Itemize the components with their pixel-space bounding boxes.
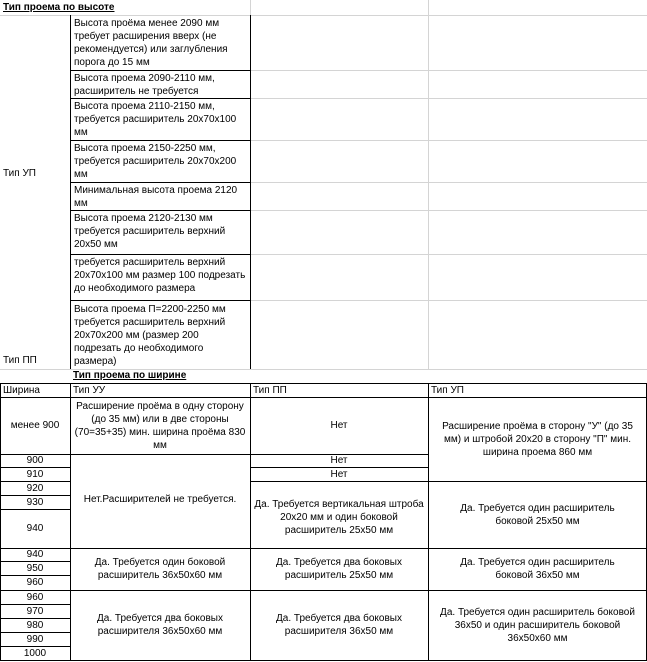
width-value: 960 <box>26 591 44 603</box>
type-pp-cell: Да. Требуется два боковых расширитель 25х50 мм <box>276 557 402 581</box>
type-pp-cell: Да. Требуется вертикальная штроба 20х20 мм и один боковой расширитель 25х50 мм <box>254 499 424 536</box>
table-border <box>250 467 428 468</box>
type-uu-cell: Нет.Расширителей не требуется. <box>83 494 237 505</box>
gridline <box>250 254 647 255</box>
type-uu-cell: Да. Требуется два боковых расширителя 36х50х60 мм <box>97 613 223 637</box>
type-pp-cell: Да. Требуется два боковых расширителя 36х50 мм <box>276 613 402 637</box>
width-value: 960 <box>26 577 44 588</box>
width-value: 910 <box>26 468 44 480</box>
width-value: 980 <box>26 619 44 631</box>
width-value: 940 <box>26 549 44 560</box>
table-border <box>0 454 428 455</box>
table-border <box>0 618 70 619</box>
gridline <box>250 140 647 141</box>
width-value: 920 <box>26 482 44 494</box>
table-border <box>0 561 70 562</box>
height-row: Высота проёма менее 2090 мм требует расширения вверх (не рекомендуется) или заглубления порога до 15 мм <box>70 15 251 71</box>
type-pp-cell: Нет <box>330 420 348 431</box>
width-value: 940 <box>26 523 44 534</box>
table-border <box>0 646 70 647</box>
table-border <box>0 481 70 482</box>
type-pp-cell: Нет <box>330 468 348 480</box>
table-border <box>0 495 70 496</box>
type-up-header: Тип УП <box>431 384 464 396</box>
table-border <box>0 509 70 510</box>
type-uu-cell: Да. Требуется один боковой расширитель 36х50х60 мм <box>94 557 226 581</box>
type-up-cell: Расширение проёма в сторону "У" (до 35 мм) и штробой 20х20 в сторону "П" мин. ширина проема 860 мм <box>442 420 633 458</box>
height-section-title: Тип проема по высоте <box>3 2 115 13</box>
height-row: Высота проема 2120-2130 мм требуется расширитель верхний 20х50 мм <box>70 210 251 255</box>
gridline <box>250 98 647 99</box>
width-value: 990 <box>26 633 44 645</box>
gridline <box>250 70 647 71</box>
table-border <box>0 660 647 661</box>
table-border <box>0 383 647 384</box>
width-header: Ширина <box>3 384 40 396</box>
table-border <box>0 590 647 591</box>
width-value: 930 <box>26 496 44 508</box>
type-up-cell: Да. Требуется один расширитель боковой 36х50 мм <box>460 557 615 581</box>
gridline <box>250 300 647 301</box>
gridline <box>250 182 647 183</box>
type-uu-header: Тип УУ <box>73 384 106 396</box>
width-value: 1000 <box>23 647 47 659</box>
table-border <box>428 383 429 660</box>
table-border <box>0 467 70 468</box>
type-uu-cell: Расширение проёма в одну сторону (до 35 мм) или в две стороны (70=35+35) мин. ширина проёма 830 мм <box>74 400 246 451</box>
type-up-cell: Да. Требуется один расширитель боковой 25х50 мм <box>460 502 615 527</box>
width-value: 950 <box>26 562 44 574</box>
table-border <box>250 383 251 660</box>
height-row: Высота проема 2090-2110 мм, расширитель не требуется <box>70 70 251 99</box>
table-border <box>0 383 1 660</box>
height-row: требуется расширитель верхний 20х70х100 мм размер 100 подрезать до необходимого размера <box>70 254 251 301</box>
height-row: Минимальная высота проема 2120 мм <box>70 182 251 211</box>
table-border <box>250 481 647 482</box>
type-pp-header: Тип ПП <box>253 384 287 396</box>
width-section-title: Тип проема по ширине <box>73 370 187 381</box>
table-border <box>0 397 647 398</box>
type-up-cell: Да. Требуется один расширитель боковой 36х50 и один расширитель боковой 36х50х60 мм <box>440 606 635 644</box>
height-row: Высота проема 2110-2150 мм, требуется расширитель 20х70х100 мм <box>70 98 251 141</box>
height-row: Высота проема 2150-2250 мм, требуется расширитель 20х70х200 мм <box>70 140 251 183</box>
type-pp-label: Тип ПП <box>3 355 37 366</box>
height-row: Высота проема П=2200-2250 мм требуется расширитель верхний 20х70х200 мм (размер 200 подрезать до необходимого размера) <box>70 300 251 369</box>
type-pp-cell: Нет <box>330 455 348 466</box>
table-border <box>0 575 70 576</box>
width-value: 900 <box>26 455 44 466</box>
table-border <box>70 383 71 660</box>
table-border <box>0 632 70 633</box>
table-border <box>0 604 70 605</box>
gridline <box>428 0 429 369</box>
type-up-label: Тип УП <box>3 168 36 179</box>
gridline <box>250 210 647 211</box>
table-border <box>0 548 647 549</box>
width-value: менее 900 <box>10 420 60 431</box>
width-value: 970 <box>26 605 44 617</box>
